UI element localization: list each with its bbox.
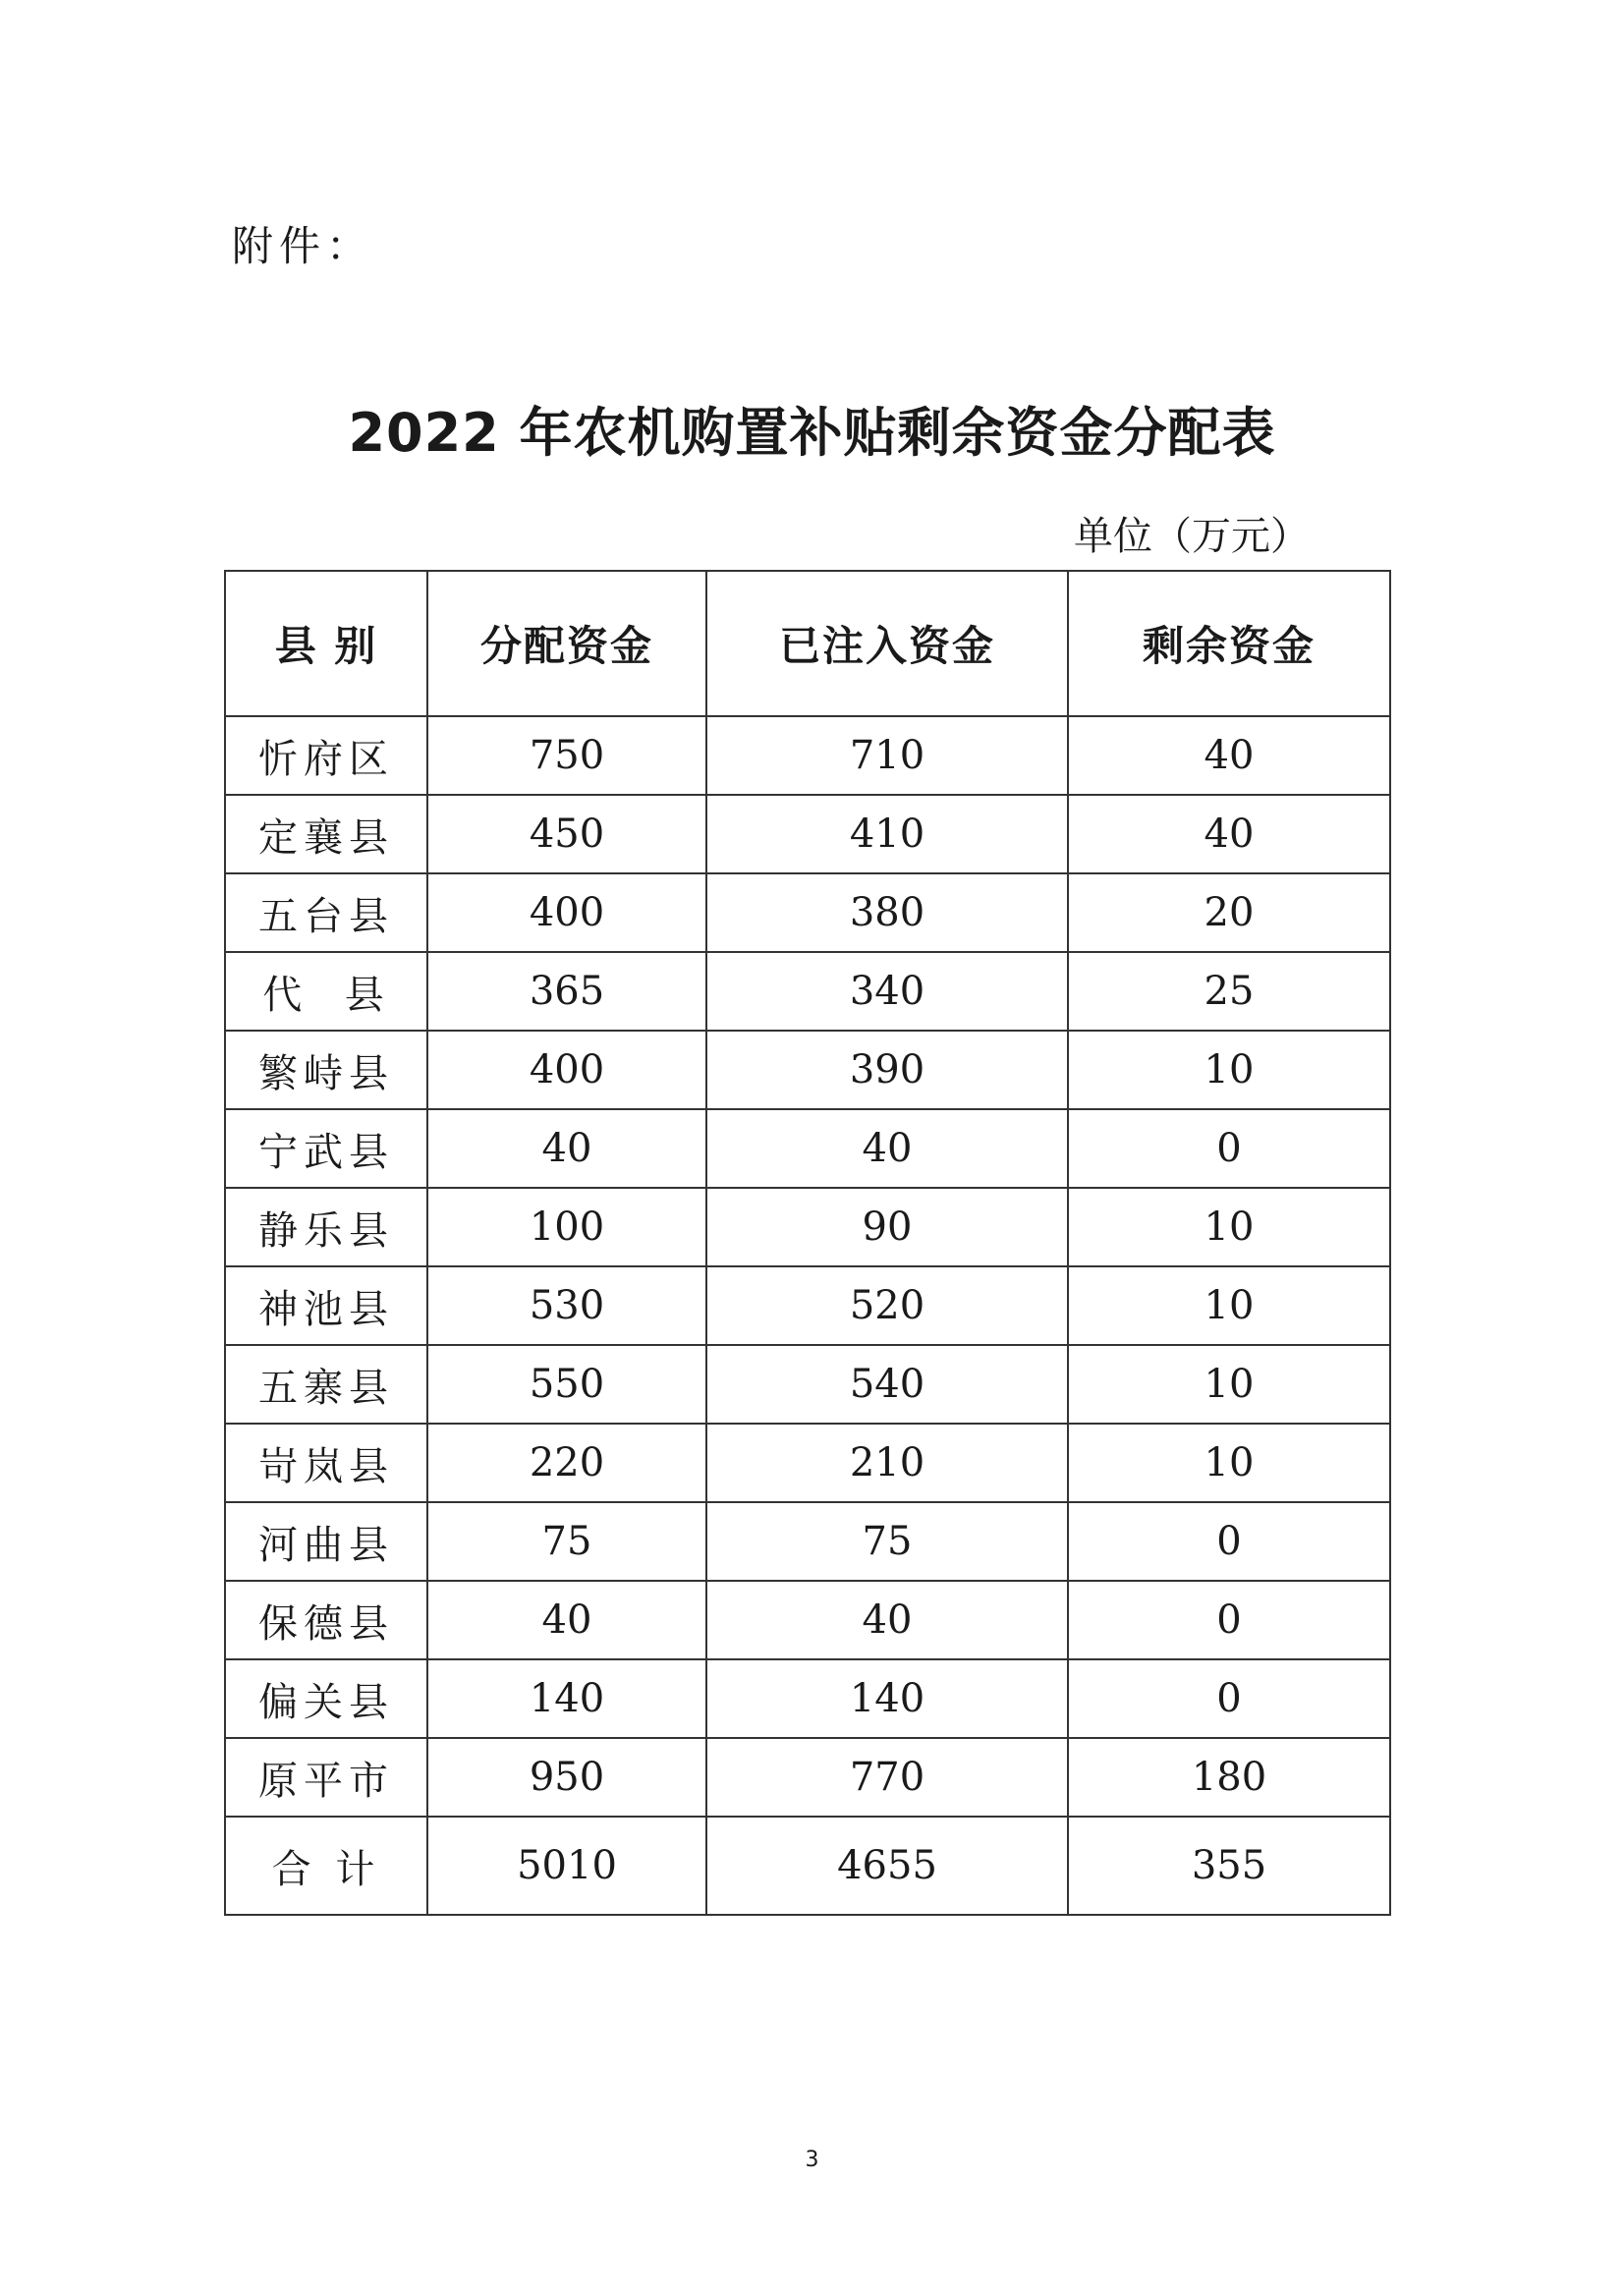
attachment-label: 附件：: [232, 222, 374, 270]
allocation-table-container: [224, 570, 1389, 1916]
injected-cell: 75: [706, 1502, 1068, 1581]
allocated-cell: 550: [427, 1345, 706, 1424]
allocated-cell: 450: [427, 795, 706, 873]
injected-cell: 520: [706, 1266, 1068, 1345]
injected-cell: 140: [706, 1659, 1068, 1738]
county-cell: 忻府区: [225, 716, 427, 795]
total-row: [225, 1817, 1390, 1915]
table-row: [225, 1266, 1390, 1345]
table-header-row: [225, 571, 1390, 716]
injected-cell: 540: [706, 1345, 1068, 1424]
table-row: [225, 1188, 1390, 1266]
injected-cell: 40: [706, 1581, 1068, 1659]
table-row: [225, 1424, 1390, 1502]
table-row: [225, 795, 1390, 873]
remaining-cell: 10: [1068, 1188, 1390, 1266]
county-cell: 宁武县: [225, 1109, 427, 1188]
table-row: [225, 716, 1390, 795]
remaining-cell: 10: [1068, 1424, 1390, 1502]
remaining-cell: 180: [1068, 1738, 1390, 1817]
allocated-cell: 220: [427, 1424, 706, 1502]
county-cell: 繁峙县: [225, 1031, 427, 1109]
allocated-cell: 140: [427, 1659, 706, 1738]
table-row: [225, 1581, 1390, 1659]
county-cell: 偏关县: [225, 1659, 427, 1738]
remaining-cell: 0: [1068, 1659, 1390, 1738]
injected-cell: 90: [706, 1188, 1068, 1266]
county-cell: 神池县: [225, 1266, 427, 1345]
table-row: [225, 1738, 1390, 1817]
table-row: [225, 1502, 1390, 1581]
remaining-cell: 10: [1068, 1031, 1390, 1109]
injected-cell: 340: [706, 952, 1068, 1031]
allocated-cell: 40: [427, 1109, 706, 1188]
county-cell: 保德县: [225, 1581, 427, 1659]
county-cell: 静乐县: [225, 1188, 427, 1266]
total-remaining-cell: 355: [1068, 1817, 1390, 1915]
header-county: 县 别: [225, 571, 427, 716]
county-cell: 五寨县: [225, 1345, 427, 1424]
table-row: [225, 1345, 1390, 1424]
allocation-table: [224, 570, 1391, 1916]
remaining-cell: 25: [1068, 952, 1390, 1031]
total-label-cell: 合 计: [225, 1817, 427, 1915]
allocated-cell: 400: [427, 873, 706, 952]
county-cell: 五台县: [225, 873, 427, 952]
remaining-cell: 0: [1068, 1109, 1390, 1188]
remaining-cell: 20: [1068, 873, 1390, 952]
remaining-cell: 10: [1068, 1345, 1390, 1424]
total-injected-cell: 4655: [706, 1817, 1068, 1915]
remaining-cell: 40: [1068, 716, 1390, 795]
remaining-cell: 0: [1068, 1581, 1390, 1659]
county-cell: 岢岚县: [225, 1424, 427, 1502]
document-title: 2022 年农机购置补贴剩余资金分配表: [348, 402, 1276, 464]
allocated-cell: 400: [427, 1031, 706, 1109]
table-row: [225, 1109, 1390, 1188]
allocated-cell: 75: [427, 1502, 706, 1581]
allocated-cell: 950: [427, 1738, 706, 1817]
header-injected-funds: 已注入资金: [706, 571, 1068, 716]
injected-cell: 710: [706, 716, 1068, 795]
injected-cell: 410: [706, 795, 1068, 873]
remaining-cell: 0: [1068, 1502, 1390, 1581]
table-row: [225, 1031, 1390, 1109]
allocated-cell: 530: [427, 1266, 706, 1345]
injected-cell: 40: [706, 1109, 1068, 1188]
table-row: [225, 952, 1390, 1031]
allocated-cell: 40: [427, 1581, 706, 1659]
county-cell: 原平市: [225, 1738, 427, 1817]
allocated-cell: 365: [427, 952, 706, 1031]
injected-cell: 390: [706, 1031, 1068, 1109]
county-cell: 定襄县: [225, 795, 427, 873]
allocated-cell: 100: [427, 1188, 706, 1266]
header-remaining-funds: 剩余资金: [1068, 571, 1390, 716]
remaining-cell: 40: [1068, 795, 1390, 873]
header-allocated-funds: 分配资金: [427, 571, 706, 716]
total-allocated-cell: 5010: [427, 1817, 706, 1915]
page-number: 3: [805, 2148, 819, 2172]
county-cell: 代 县: [225, 952, 427, 1031]
table-row: [225, 1659, 1390, 1738]
county-cell: 河曲县: [225, 1502, 427, 1581]
allocated-cell: 750: [427, 716, 706, 795]
table-row: [225, 873, 1390, 952]
remaining-cell: 10: [1068, 1266, 1390, 1345]
injected-cell: 380: [706, 873, 1068, 952]
unit-label: 单位（万元）: [1074, 514, 1310, 559]
injected-cell: 770: [706, 1738, 1068, 1817]
injected-cell: 210: [706, 1424, 1068, 1502]
